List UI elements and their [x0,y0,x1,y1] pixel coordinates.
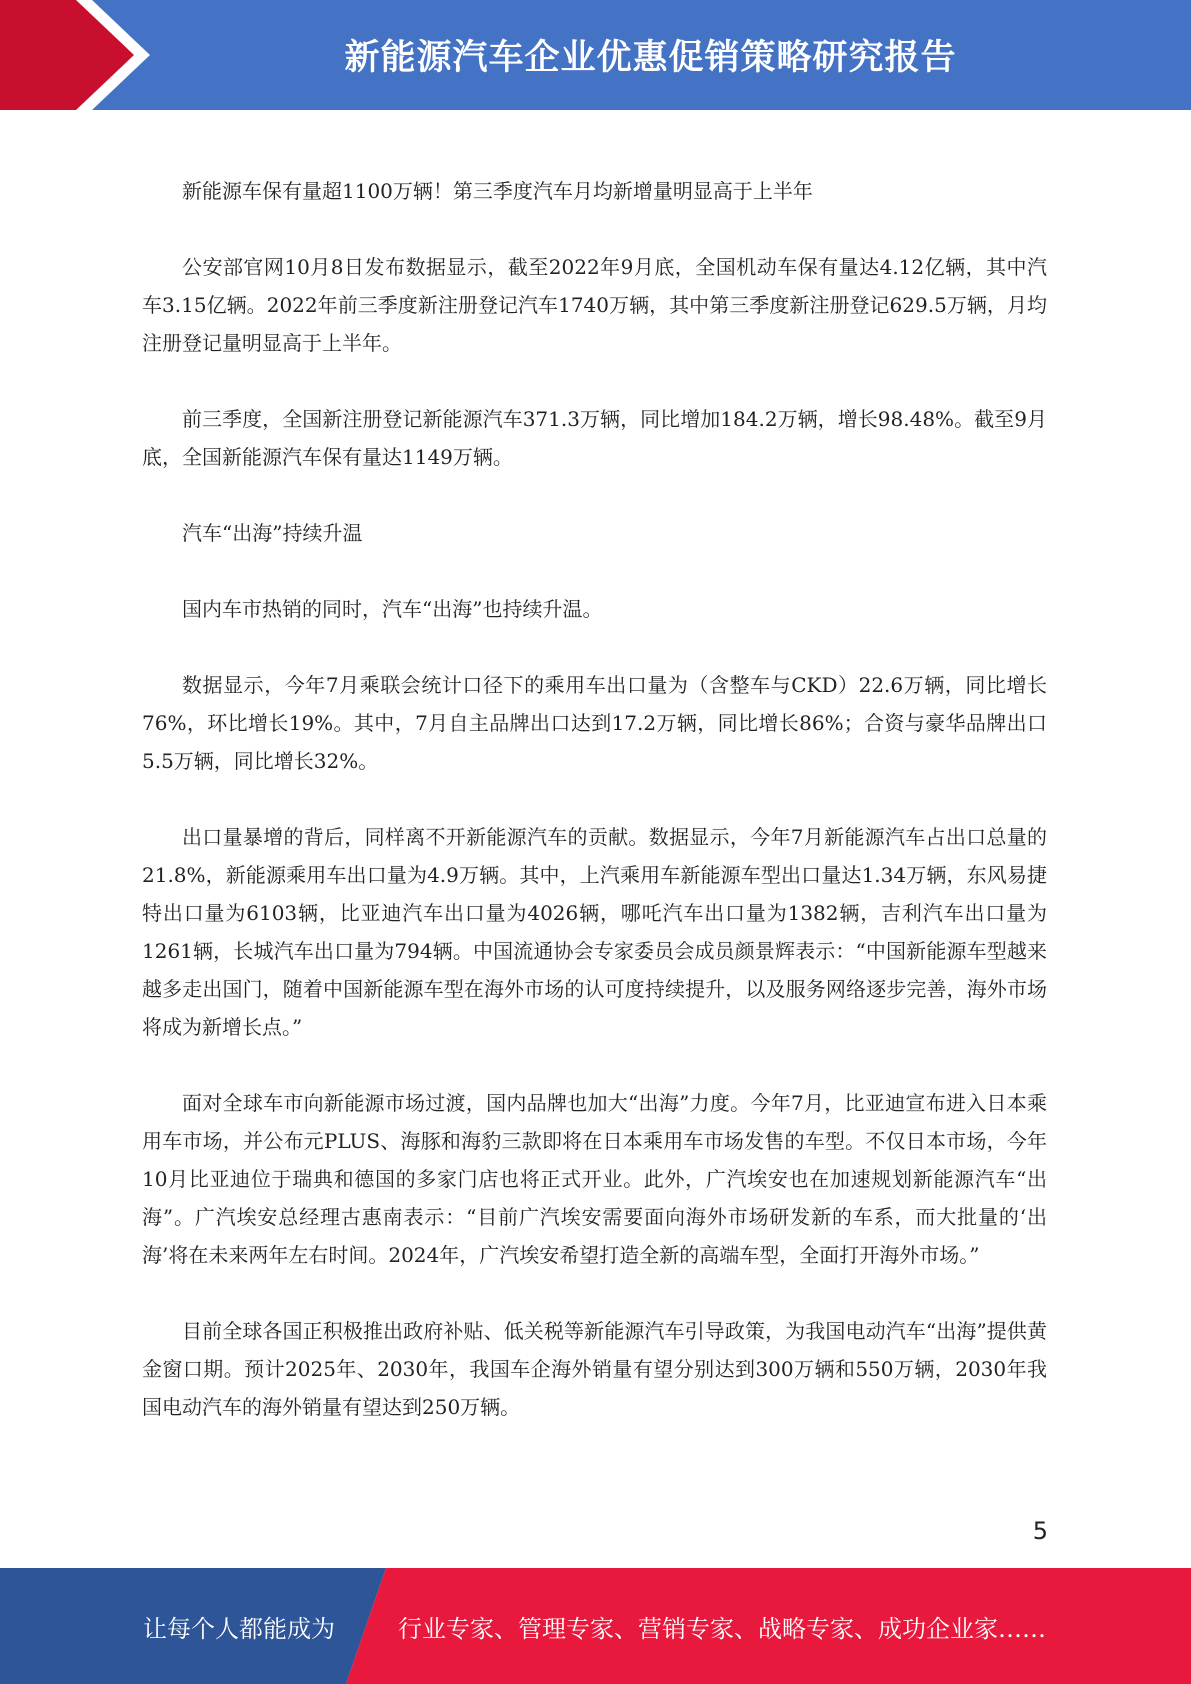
header-band [0,0,1191,110]
paragraph: 面对全球车市向新能源市场过渡，国内品牌也加大“出海”力度。今年7月，比亚迪宣布进入日本乘用车市场，并公布元PLUS、海豚和海豹三款即将在日本乘用车市场发售的车型。不仅日本市场，今年10月比亚迪位于瑞典和德国的多家门店也将正式开业。此外，广汽埃安也在加速规划新能源汽车“出海”。广汽埃安总经理古惠南表示：“目前广汽埃安需要面向海外市场研发新的车系，而大批量的‘出海’将在未来两年左右时间。2024年，广汽埃安希望打造全新的高端车型，全面打开海外市场。” [142,1091,1047,1267]
footer-slogan-left: 让每个人都能成为 [143,1614,335,1643]
paragraph: 国内车市热销的同时，汽车“出海”也持续升温。 [182,597,603,621]
paragraph: 出口量暴增的背后，同样离不开新能源汽车的贡献。数据显示，今年7月新能源汽车占出口总量的21.8%，新能源乘用车出口量为4.9万辆。其中，上汽乘用车新能源车型出口量达1.34万辆，东风易捷特出口量为6103辆，比亚迪汽车出口量为4026辆，哪吒汽车出口量为1382辆，吉利汽车出口量为1261辆，长城汽车出口量为794辆。中国流通协会专家委员会成员颜景辉表示：“中国新能源车型越来越多走出国门，随着中国新能源车型在海外市场的认可度持续提升，以及服务网络逐步完善，海外市场将成为新增长点。” [142,825,1047,1039]
paragraph: 目前全球各国正积极推出政府补贴、低关税等新能源汽车引导政策，为我国电动汽车“出海”提供黄金窗口期。预计2025年、2030年，我国车企海外销量有望分别达到300万辆和550万辆，2030年我国电动汽车的海外销量有望达到250万辆。 [142,1319,1047,1419]
page-number: 5 [1032,1517,1048,1545]
footer-band [0,1568,1191,1684]
article-body [142,172,1047,1464]
paragraph-headline: 新能源车保有量超1100万辆！第三季度汽车月均新增量明显高于上半年 [182,179,813,203]
paragraph: 数据显示，今年7月乘联会统计口径下的乘用车出口量为（含整车与CKD）22.6万辆，同比增长76%，环比增长19%。其中，7月自主品牌出口达到17.2万辆，同比增长86%；合资与豪华品牌出口5.5万辆，同比增长32%。 [142,673,1047,773]
footer-slogan-right: 行业专家、管理专家、营销专家、战略专家、成功企业家…… [398,1614,1046,1643]
page-title: 新能源汽车企业优惠促销策略研究报告 [344,38,957,78]
paragraph: 前三季度，全国新注册登记新能源汽车371.3万辆，同比增加184.2万辆，增长98.48%。截至9月底，全国新能源汽车保有量达1149万辆。 [142,407,1047,469]
paragraph-subheading: 汽车“出海”持续升温 [182,521,363,545]
paragraph: 公安部官网10月8日发布数据显示，截至2022年9月底，全国机动车保有量达4.12亿辆，其中汽车3.15亿辆。2022年前三季度新注册登记汽车1740万辆，其中第三季度新注册登记629.5万辆，月均注册登记量明显高于上半年。 [142,255,1047,355]
